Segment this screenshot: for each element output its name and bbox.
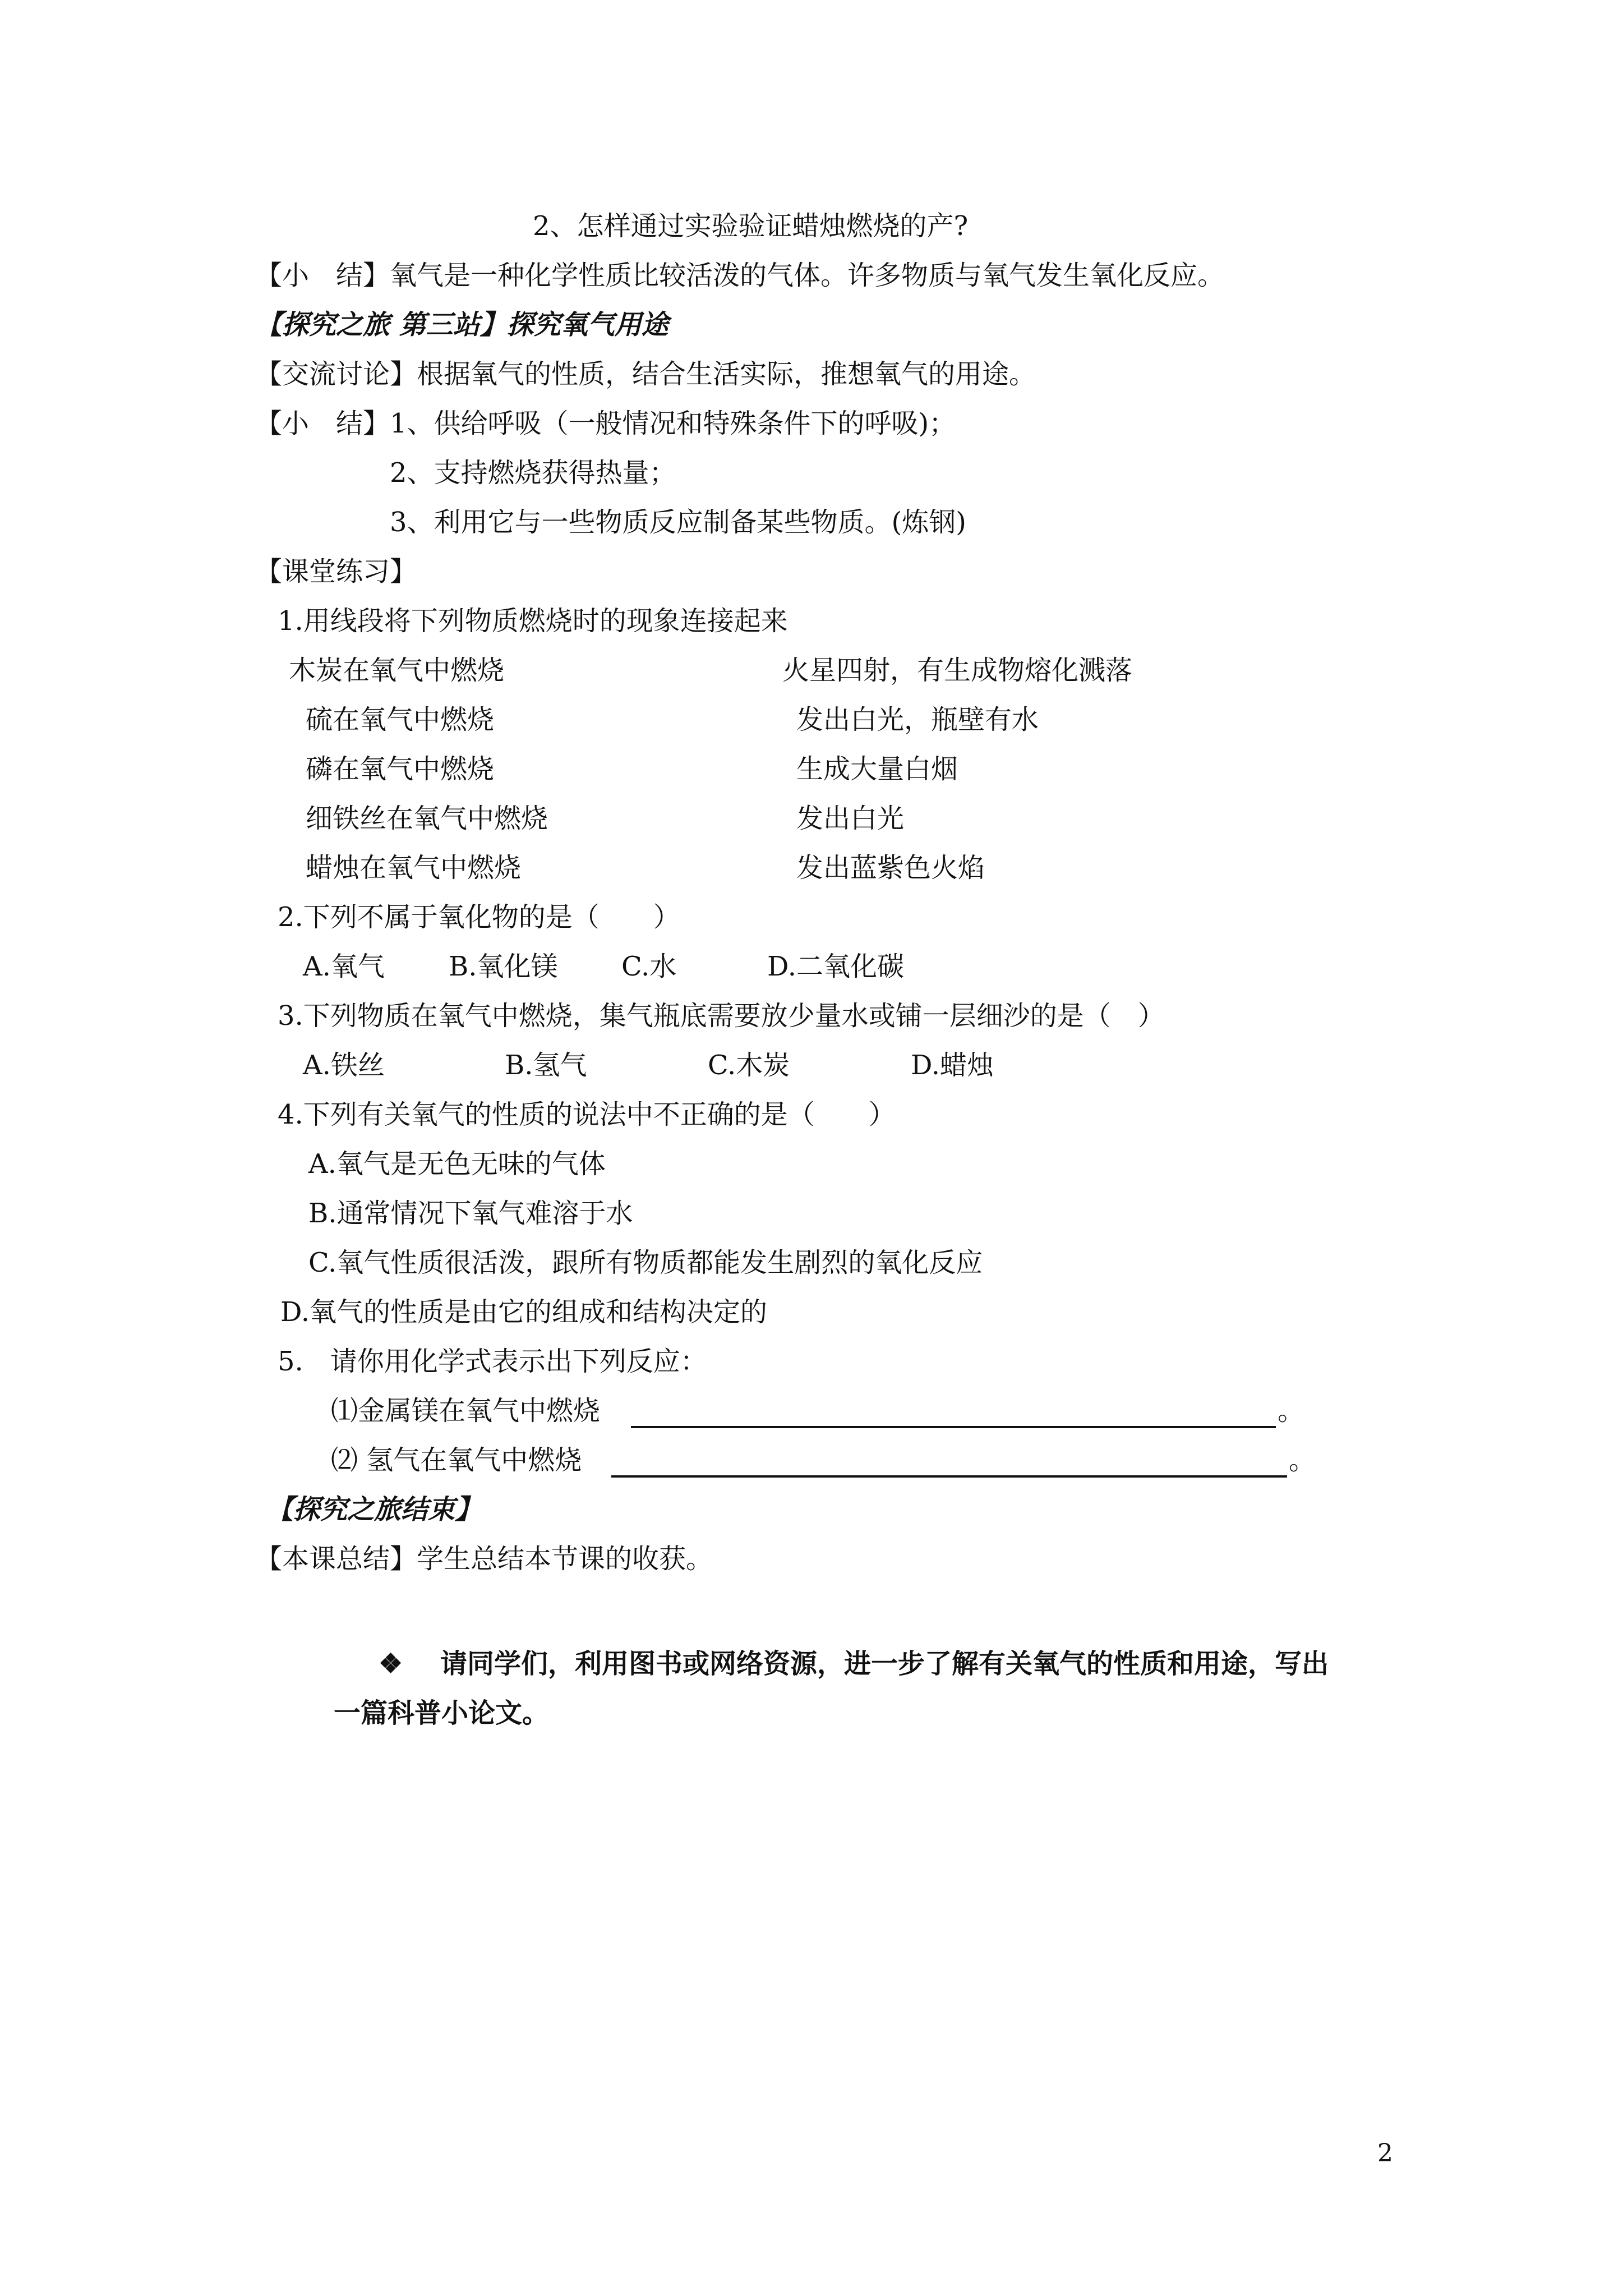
- question-2: 2、怎样通过实验验证蜡烛燃烧的产?: [533, 210, 969, 242]
- discussion: 【交流讨论】根据氧气的性质，结合生活实际，推想氧气的用途。: [255, 358, 1036, 390]
- exercise-2-prompt: 2.下列不属于氧化物的是（ ）: [278, 901, 680, 933]
- exercise-5-item-2: ⑵ 氢气在氧气中燃烧: [331, 1444, 582, 1476]
- exercise-3-option-d: D.蜡烛: [911, 1050, 994, 1081]
- exercise-4-option-d: D.氧气的性质是由它的组成和结构决定的: [280, 1296, 768, 1328]
- exercise-4-option-c: C.氧气性质很活泼，跟所有物质都能发生剧烈的氧化反应: [308, 1247, 983, 1278]
- match-right-4: 发出白光: [796, 803, 905, 834]
- match-left-3: 磷在氧气中燃烧: [306, 753, 495, 785]
- match-left-5: 蜡烛在氧气中燃烧: [306, 852, 522, 884]
- match-left-4: 细铁丝在氧气中燃烧: [306, 803, 548, 834]
- summary-oxygen-properties: 【小 结】氧气是一种化学性质比较活泼的气体。许多物质与氧气发生氧化反应。: [255, 260, 1225, 291]
- exercise-3-option-c: C.木炭: [708, 1050, 790, 1081]
- match-right-1: 火星四射，有生成物熔化溅落: [782, 655, 1133, 686]
- match-left-1: 木炭在氧气中燃烧: [289, 655, 505, 686]
- diamond-bullet-icon: ❖: [379, 1648, 403, 1680]
- exercise-5-item-1: ⑴金属镁在氧气中燃烧: [331, 1395, 601, 1427]
- match-right-3: 生成大量白烟: [796, 753, 958, 785]
- summary-uses-1: 【小 结】1、供给呼吸（一般情况和特殊条件下的呼吸)；: [255, 408, 956, 439]
- lesson-summary: 【本课总结】学生总结本节课的收获。: [255, 1543, 713, 1575]
- summary-uses-2: 2、支持燃烧获得热量；: [390, 457, 676, 489]
- summary-uses-3: 3、利用它与一些物质反应制备某些物质。(炼钢): [390, 507, 966, 538]
- exercise-1-prompt: 1.用线段将下列物质燃烧时的现象连接起来: [278, 605, 788, 637]
- exercise-3-option-b: B.氢气: [505, 1050, 587, 1081]
- exercise-2-option-b: B.氧化镁: [449, 951, 558, 982]
- practice-heading: 【课堂练习】: [255, 556, 417, 587]
- exercise-2-option-a: A.氧气: [303, 951, 385, 982]
- match-right-5: 发出蓝紫色火焰: [796, 852, 985, 884]
- homework-task-line-2: 一篇科普小论文。: [334, 1697, 550, 1729]
- exercise-4-option-b: B.通常情况下氧气难溶于水: [308, 1198, 633, 1229]
- exercise-4-option-a: A.氧气是无色无味的气体: [308, 1148, 606, 1180]
- exercise-5-item-2-end: 。: [1289, 1444, 1316, 1476]
- station-3-heading: 【探究之旅 第三站】探究氧气用途: [255, 309, 668, 341]
- match-left-2: 硫在氧气中燃烧: [306, 704, 495, 735]
- journey-end-heading: 【探究之旅结束】: [266, 1494, 482, 1525]
- exercise-5-item-1-end: 。: [1278, 1395, 1305, 1427]
- answer-blank-1[interactable]: [631, 1426, 1276, 1428]
- page-number: 2: [1377, 2139, 1393, 2168]
- exercise-4-prompt: 4.下列有关氧气的性质的说法中不正确的是（ ）: [278, 1099, 896, 1130]
- answer-blank-2[interactable]: [611, 1475, 1287, 1478]
- match-right-2: 发出白光，瓶壁有水: [796, 704, 1039, 735]
- exercise-5-prompt: 5. 请你用化学式表示出下列反应：: [278, 1346, 707, 1377]
- exercise-3-prompt: 3.下列物质在氧气中燃烧，集气瓶底需要放少量水或铺一层细沙的是（ ）: [278, 1000, 1165, 1032]
- exercise-3-option-a: A.铁丝: [303, 1050, 385, 1081]
- exercise-2-option-c: C.水: [621, 951, 677, 982]
- homework-task-line-1: 请同学们，利用图书或网络资源，进一步了解有关氧气的性质和用途，写出: [440, 1648, 1329, 1680]
- exercise-2-option-d: D.二氧化碳: [767, 951, 905, 982]
